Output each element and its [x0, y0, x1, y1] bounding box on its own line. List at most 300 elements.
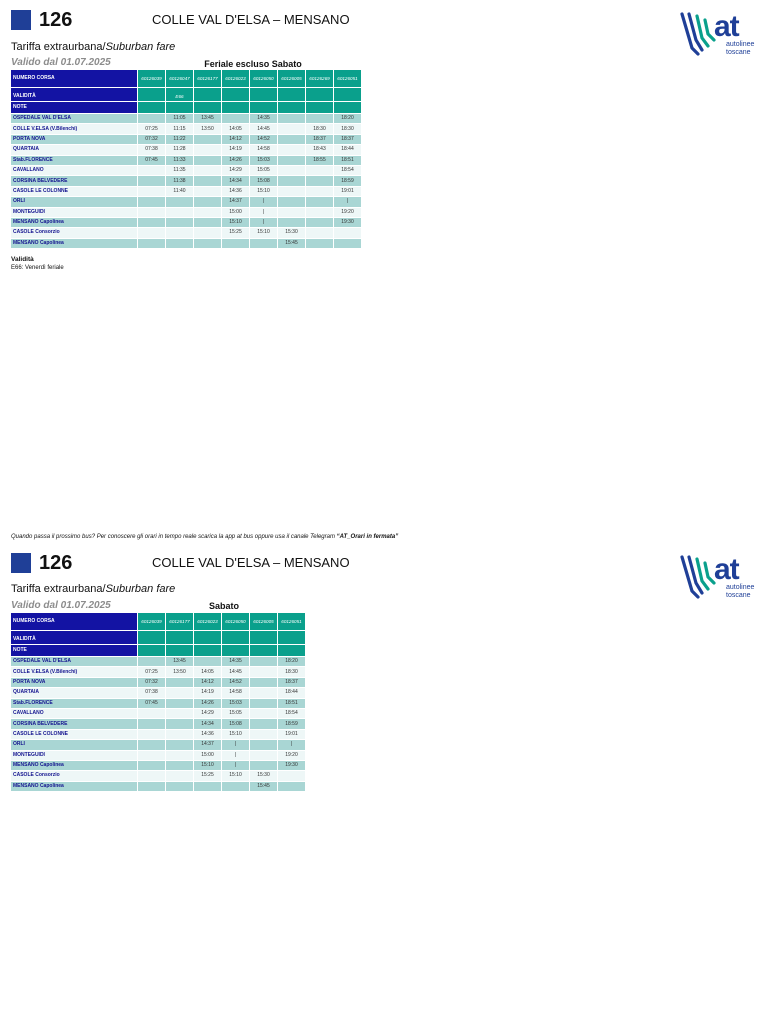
departure-time: [306, 187, 333, 196]
line-number: 126: [39, 9, 73, 31]
trip-number: 60126051: [278, 613, 305, 630]
trip-note: [222, 645, 249, 656]
departure-time: [278, 218, 305, 227]
departure-time: 07:45: [138, 699, 165, 708]
departure-time: 13:45: [194, 114, 221, 123]
departure-time: [194, 228, 221, 237]
departure-time: 11:33: [166, 156, 193, 165]
stop-row: [11, 228, 361, 237]
departure-time: 18:30: [306, 124, 333, 133]
validity-note: E66: Venerdì feriale: [11, 265, 64, 271]
departure-time: 14:45: [250, 124, 277, 133]
departure-time: [194, 145, 221, 154]
header-label: VALIDITÀ: [11, 88, 137, 101]
stop-row: [11, 135, 361, 144]
trip-note: [250, 645, 277, 656]
departure-time: [278, 176, 305, 185]
header-label: NOTE: [11, 102, 137, 113]
stop-name: CAVALLANO: [11, 166, 137, 175]
trip-validity: [250, 88, 277, 101]
departure-time: [166, 719, 193, 728]
departure-time: [138, 751, 165, 760]
stop-row: [11, 124, 361, 133]
stop-name: OSPEDALE VAL D'ELSA: [11, 657, 137, 666]
departure-time: [166, 761, 193, 770]
stop-row: [11, 761, 305, 770]
departure-time: [222, 239, 249, 248]
timetable-weekday: [10, 69, 362, 249]
line-color-square: [11, 553, 31, 573]
departure-time: [138, 782, 165, 791]
trip-number: 60126051: [334, 70, 361, 87]
departure-time: 14:05: [222, 124, 249, 133]
stop-name: CASOLE Consorzio: [11, 771, 137, 780]
departure-time: [278, 156, 305, 165]
departure-time: 18:30: [278, 667, 305, 676]
header-label: VALIDITÀ: [11, 631, 137, 644]
departure-time: 15:25: [194, 771, 221, 780]
stop-name: QUARTAIA: [11, 145, 137, 154]
departure-time: [278, 771, 305, 780]
departure-time: [194, 197, 221, 206]
departure-time: 11:15: [166, 124, 193, 133]
departure-time: 14:26: [222, 156, 249, 165]
departure-time: 07:25: [138, 667, 165, 676]
stop-row: [11, 730, 305, 739]
departure-time: 14:35: [222, 657, 249, 666]
header-label: NUMERO CORSA: [11, 70, 137, 87]
departure-time: [278, 187, 305, 196]
logo-line2: toscane: [726, 48, 751, 56]
logo-subtitle: [726, 584, 754, 599]
departure-time: 18:59: [334, 176, 361, 185]
trip-number: 60126039: [138, 613, 165, 630]
route-name: COLLE VAL D'ELSA – MENSANO: [152, 12, 350, 27]
stop-name: MENSANO Capolinea: [11, 782, 137, 791]
departure-time: 11:28: [166, 145, 193, 154]
departure-time: [306, 239, 333, 248]
departure-time: 18:59: [278, 719, 305, 728]
line-number: 126: [39, 552, 73, 574]
departure-time: 15:05: [250, 166, 277, 175]
line-color-square: [11, 10, 31, 30]
departure-time: [306, 114, 333, 123]
departure-time: [166, 782, 193, 791]
stop-row: [11, 239, 361, 248]
departure-time: [166, 709, 193, 718]
departure-time: [166, 771, 193, 780]
stop-name: CASOLE LE COLONNE: [11, 730, 137, 739]
stop-row: [11, 156, 361, 165]
departure-time: [194, 176, 221, 185]
departure-time: [278, 135, 305, 144]
departure-time: 15:08: [222, 719, 249, 728]
departure-time: [306, 166, 333, 175]
departure-time: [278, 197, 305, 206]
stop-row: [11, 782, 305, 791]
logo-at-text: at: [714, 10, 739, 43]
stop-row: [11, 688, 305, 697]
departure-time: 18:43: [306, 145, 333, 154]
trip-validity: [334, 88, 361, 101]
header-label: NUMERO CORSA: [11, 613, 137, 630]
departure-time: 13:45: [166, 657, 193, 666]
promo-telegram: “AT_Orari in fermata”: [336, 534, 399, 540]
trip-note: [278, 645, 305, 656]
departure-time: 14:34: [194, 719, 221, 728]
departure-time: |: [334, 197, 361, 206]
header-label: NOTE: [11, 645, 137, 656]
departure-time: [138, 166, 165, 175]
stop-name: MONTEGUIDI: [11, 751, 137, 760]
departure-time: 15:00: [194, 751, 221, 760]
stop-name: MENSANO Capolinea: [11, 761, 137, 770]
trip-note: [278, 102, 305, 113]
departure-time: |: [250, 218, 277, 227]
departure-time: [138, 771, 165, 780]
header-row-corsa: [11, 70, 361, 87]
departure-time: 14:36: [222, 187, 249, 196]
departure-time: 15:08: [250, 176, 277, 185]
departure-time: [278, 166, 305, 175]
trip-note: [138, 645, 165, 656]
departure-time: [166, 730, 193, 739]
departure-time: 11:22: [166, 135, 193, 144]
trip-number: 60126269: [306, 70, 333, 87]
stop-row: [11, 657, 305, 666]
departure-time: [250, 730, 277, 739]
fare-plain: Tariffa extraurbana/: [11, 583, 106, 595]
departure-time: [250, 761, 277, 770]
departure-time: [194, 218, 221, 227]
departure-time: 14:34: [222, 176, 249, 185]
departure-time: [250, 678, 277, 687]
fare-italic: Suburban fare: [105, 41, 176, 53]
departure-time: 07:38: [138, 145, 165, 154]
stop-name: OSPEDALE VAL D'ELSA: [11, 114, 137, 123]
stop-row: [11, 114, 361, 123]
stop-name: PORTA NOVA: [11, 678, 137, 687]
realtime-promo-text: [11, 533, 398, 541]
departure-time: [306, 176, 333, 185]
departure-time: [250, 719, 277, 728]
valid-from: Valido dal 01.07.2025: [11, 600, 111, 611]
departure-time: 18:54: [334, 166, 361, 175]
departure-time: [194, 166, 221, 175]
departure-time: [278, 114, 305, 123]
departure-time: 18:37: [334, 135, 361, 144]
departure-time: 19:20: [334, 208, 361, 217]
departure-time: 15:30: [250, 771, 277, 780]
departure-time: [250, 709, 277, 718]
departure-time: 14:52: [222, 678, 249, 687]
stop-row: [11, 176, 361, 185]
departure-time: 18:20: [334, 114, 361, 123]
trip-note: [222, 102, 249, 113]
departure-time: [250, 657, 277, 666]
departure-time: [194, 239, 221, 248]
departure-time: [250, 239, 277, 248]
departure-time: [250, 699, 277, 708]
departure-time: 07:38: [138, 688, 165, 697]
departure-time: [306, 197, 333, 206]
trip-note: [138, 102, 165, 113]
departure-time: 15:10: [222, 218, 249, 227]
header-row-note: [11, 645, 305, 656]
promo-prefix: Quando passa il prossimo bus? Per conoscere gli orari in tempo reale scarica la app at bus oppure usa il canale Telegram: [11, 534, 335, 540]
departure-time: 07:45: [138, 156, 165, 165]
departure-time: [222, 782, 249, 791]
stop-row: [11, 719, 305, 728]
trip-validity: E66: [166, 88, 193, 101]
stop-name: Stab.FLORENCE: [11, 699, 137, 708]
stop-name: MONTEGUIDI: [11, 208, 137, 217]
logo-mark-icon: [680, 553, 716, 601]
departure-time: 15:25: [222, 228, 249, 237]
departure-time: [194, 187, 221, 196]
departure-time: 18:20: [278, 657, 305, 666]
departure-time: [250, 740, 277, 749]
departure-time: 13:50: [194, 124, 221, 133]
departure-time: [166, 208, 193, 217]
departure-time: 15:05: [222, 709, 249, 718]
fare-type: [11, 40, 175, 54]
departure-time: [166, 751, 193, 760]
departure-time: 15:10: [194, 761, 221, 770]
logo-mark-icon: [680, 10, 716, 58]
departure-time: 14:29: [222, 166, 249, 175]
departure-time: 19:30: [334, 218, 361, 227]
stop-name: CAVALLANO: [11, 709, 137, 718]
departure-time: 18:55: [306, 156, 333, 165]
departure-time: [250, 688, 277, 697]
departure-time: 11:05: [166, 114, 193, 123]
departure-time: 14:45: [222, 667, 249, 676]
trip-note: [194, 645, 221, 656]
trip-number: 60126177: [166, 613, 193, 630]
trip-note: [250, 102, 277, 113]
logo-line2: toscane: [726, 591, 751, 599]
departure-time: |: [250, 197, 277, 206]
departure-time: [194, 657, 221, 666]
trip-validity: [278, 631, 305, 644]
departure-time: 14:37: [222, 197, 249, 206]
trip-validity: [250, 631, 277, 644]
trip-number: 60126023: [194, 613, 221, 630]
fare-plain: Tariffa extraurbana/: [11, 41, 106, 53]
departure-time: [138, 239, 165, 248]
at-logo: [680, 553, 760, 603]
trip-note: [306, 102, 333, 113]
departure-time: 15:30: [278, 228, 305, 237]
trip-number: 60126050: [250, 70, 277, 87]
stop-name: MENSANO Capolinea: [11, 218, 137, 227]
route-name: COLLE VAL D'ELSA – MENSANO: [152, 555, 350, 570]
trip-validity: [194, 88, 221, 101]
departure-time: [222, 114, 249, 123]
departure-time: [166, 228, 193, 237]
departure-time: |: [278, 740, 305, 749]
trip-note: [166, 102, 193, 113]
departure-time: 07:32: [138, 678, 165, 687]
logo-at-text: at: [714, 553, 739, 586]
departure-time: 15:45: [250, 782, 277, 791]
stop-row: [11, 751, 305, 760]
departure-time: [278, 124, 305, 133]
stop-name: ORLI: [11, 197, 137, 206]
departure-time: 18:51: [278, 699, 305, 708]
departure-time: 15:10: [222, 771, 249, 780]
departure-time: [306, 208, 333, 217]
departure-time: 18:51: [334, 156, 361, 165]
departure-time: [306, 218, 333, 227]
departure-time: 07:32: [138, 135, 165, 144]
departure-time: 15:45: [278, 239, 305, 248]
stop-row: [11, 699, 305, 708]
departure-time: [138, 228, 165, 237]
departure-time: [194, 782, 221, 791]
departure-time: [278, 145, 305, 154]
logo-line1: autolinee: [726, 41, 755, 48]
trip-number: 60126177: [194, 70, 221, 87]
departure-time: 14:37: [194, 740, 221, 749]
logo-line1: autolinee: [726, 584, 755, 591]
stop-row: [11, 678, 305, 687]
trip-validity: [222, 631, 249, 644]
trip-note: [166, 645, 193, 656]
trip-number: 60126005: [250, 613, 277, 630]
departure-time: [250, 751, 277, 760]
timetable-saturday: [10, 612, 306, 792]
stop-row: [11, 187, 361, 196]
trip-number: 60126039: [138, 70, 165, 87]
validity-notes: [11, 256, 64, 272]
departure-time: 13:50: [166, 667, 193, 676]
departure-time: 14:35: [250, 114, 277, 123]
departure-time: [250, 667, 277, 676]
trip-note: [334, 102, 361, 113]
stop-row: [11, 197, 361, 206]
trip-validity: [138, 631, 165, 644]
departure-time: 14:12: [194, 678, 221, 687]
trip-number: 60126050: [222, 613, 249, 630]
departure-time: [166, 699, 193, 708]
stop-row: [11, 771, 305, 780]
departure-time: 15:00: [222, 208, 249, 217]
trip-validity: [306, 88, 333, 101]
departure-time: 19:01: [278, 730, 305, 739]
stop-row: [11, 145, 361, 154]
departure-time: 11:35: [166, 166, 193, 175]
header-row-validita: [11, 88, 361, 101]
stop-name: MENSANO Capolinea: [11, 239, 137, 248]
departure-time: 19:01: [334, 187, 361, 196]
departure-time: 14:26: [194, 699, 221, 708]
service-type: Sabato: [208, 601, 239, 611]
stop-name: COLLE V.ELSA (V.Bilenchi): [11, 124, 137, 133]
trip-validity: [278, 88, 305, 101]
trip-validity: [222, 88, 249, 101]
fare-italic: Suburban fare: [105, 583, 176, 595]
departure-time: [194, 156, 221, 165]
departure-time: 18:37: [306, 135, 333, 144]
departure-time: [138, 197, 165, 206]
at-logo: [680, 10, 760, 60]
departure-time: [138, 657, 165, 666]
logo-subtitle: [726, 41, 754, 56]
valid-from: Valido dal 01.07.2025: [11, 57, 111, 68]
departure-time: [138, 176, 165, 185]
stop-name: ORLI: [11, 740, 137, 749]
departure-time: [334, 228, 361, 237]
departure-time: 14:05: [194, 667, 221, 676]
stop-name: CORSINA BELVEDERE: [11, 719, 137, 728]
departure-time: 14:36: [194, 730, 221, 739]
departure-time: 18:54: [278, 709, 305, 718]
trip-note: [194, 102, 221, 113]
departure-time: [166, 218, 193, 227]
stop-name: Stab.FLORENCE: [11, 156, 137, 165]
departure-time: [278, 782, 305, 791]
departure-time: [138, 761, 165, 770]
stop-name: CORSINA BELVEDERE: [11, 176, 137, 185]
departure-time: 11:38: [166, 176, 193, 185]
departure-time: 15:03: [222, 699, 249, 708]
timetable-section-saturday: [0, 543, 768, 803]
departure-time: [138, 709, 165, 718]
departure-time: [166, 197, 193, 206]
departure-time: 07:25: [138, 124, 165, 133]
departure-time: 14:58: [250, 145, 277, 154]
departure-time: [334, 239, 361, 248]
departure-time: [166, 740, 193, 749]
stop-name: CASOLE LE COLONNE: [11, 187, 137, 196]
departure-time: 18:30: [334, 124, 361, 133]
stop-name: PORTA NOVA: [11, 135, 137, 144]
departure-time: [166, 678, 193, 687]
trip-number: 60126047: [166, 70, 193, 87]
departure-time: 18:37: [278, 678, 305, 687]
departure-time: [138, 719, 165, 728]
departure-time: [194, 135, 221, 144]
departure-time: [138, 187, 165, 196]
departure-time: [138, 740, 165, 749]
trip-validity: [166, 631, 193, 644]
header-row-note: [11, 102, 361, 113]
departure-time: |: [222, 761, 249, 770]
departure-time: 14:58: [222, 688, 249, 697]
trip-validity: [194, 631, 221, 644]
departure-time: 14:12: [222, 135, 249, 144]
service-type: Feriale escluso Sabato: [204, 59, 302, 69]
departure-time: [138, 208, 165, 217]
stop-row: [11, 218, 361, 227]
trip-number: 60126005: [278, 70, 305, 87]
departure-time: 15:10: [250, 228, 277, 237]
departure-time: [138, 730, 165, 739]
departure-time: 15:10: [250, 187, 277, 196]
departure-time: |: [222, 740, 249, 749]
departure-time: 15:03: [250, 156, 277, 165]
header-row-corsa: [11, 613, 305, 630]
departure-time: 11:40: [166, 187, 193, 196]
stop-name: COLLE V.ELSA (V.Bilenchi): [11, 667, 137, 676]
departure-time: 15:10: [222, 730, 249, 739]
departure-time: 18:44: [278, 688, 305, 697]
stop-row: [11, 667, 305, 676]
stop-row: [11, 709, 305, 718]
departure-time: [138, 218, 165, 227]
